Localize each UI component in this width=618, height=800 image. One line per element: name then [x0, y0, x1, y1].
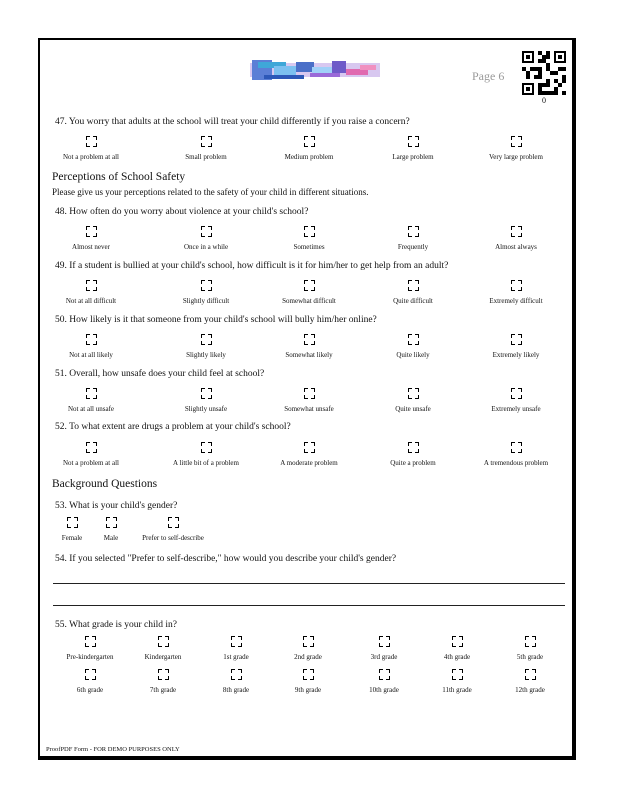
option-label: Almost always [495, 243, 537, 251]
option-label: Very large problem [489, 153, 543, 161]
option-label: Not at all likely [69, 351, 113, 359]
checkbox[interactable] [511, 334, 522, 345]
option-q49-1[interactable] [41, 280, 141, 305]
qr-code-number: 0 [542, 96, 546, 105]
option-q48-2[interactable] [156, 226, 256, 251]
option-q52-2[interactable] [156, 442, 256, 467]
option-label: Not at all difficult [65, 297, 117, 305]
checkbox[interactable] [201, 280, 212, 291]
option-label: Almost never [72, 243, 110, 251]
question-54: 54. If you selected "Prefer to self-describe," how would you describe your child's gender? [55, 554, 397, 564]
option-label: 7th grade [149, 686, 177, 694]
question-52: 52. To what extent are drugs a problem at your child's school? [55, 422, 291, 432]
checkbox[interactable] [86, 226, 97, 237]
checkbox[interactable] [511, 226, 522, 237]
option-q50-3[interactable] [259, 334, 359, 359]
checkbox[interactable] [86, 442, 97, 453]
option-label: Slightly unsafe [184, 405, 228, 413]
checkbox[interactable] [525, 636, 536, 647]
checkbox[interactable] [303, 669, 314, 680]
option-q52-4[interactable] [363, 442, 463, 467]
option-q51-5[interactable] [466, 388, 566, 413]
option-label: Pre-kindergarten [66, 653, 114, 661]
option-q49-3[interactable] [259, 280, 359, 305]
option-q50-1[interactable] [41, 334, 141, 359]
checkbox[interactable] [106, 517, 117, 528]
checkbox[interactable] [201, 136, 212, 147]
option-label: Quite likely [396, 351, 430, 359]
option-label: 9th grade [294, 686, 322, 694]
section-title-school-safety: Perceptions of School Safety [52, 171, 186, 183]
option-q47-1[interactable] [41, 136, 141, 161]
option-q52-3[interactable] [259, 442, 359, 467]
section-title-background: Background Questions [52, 478, 158, 490]
checkbox[interactable] [201, 388, 212, 399]
question-49: 49. If a student is bullied at your child's school, how difficult is it for him/her to get help from an adult? [55, 261, 449, 271]
option-label: Quite difficult [393, 297, 433, 305]
option-label: Prefer to self-describe [142, 534, 204, 542]
option-q51-3[interactable] [259, 388, 359, 413]
answer-line-2[interactable] [53, 605, 565, 606]
option-q49-5[interactable] [466, 280, 566, 305]
checkbox[interactable] [511, 442, 522, 453]
footer-text: ProofPDF Form - FOR DEMO PURPOSES ONLY [46, 746, 180, 753]
checkbox[interactable] [231, 636, 242, 647]
checkbox[interactable] [201, 334, 212, 345]
option-label: Quite a problem [390, 459, 436, 467]
checkbox[interactable] [408, 280, 419, 291]
option-q51-2[interactable] [156, 388, 256, 413]
logo-icon [250, 57, 380, 83]
option-label: Not a problem at all [63, 459, 119, 467]
checkbox[interactable] [201, 442, 212, 453]
option-q47-2[interactable] [156, 136, 256, 161]
checkbox[interactable] [408, 442, 419, 453]
option-q48-4[interactable] [363, 226, 463, 251]
checkbox[interactable] [86, 136, 97, 147]
checkbox[interactable] [408, 136, 419, 147]
option-q50-2[interactable] [156, 334, 256, 359]
option-label: Slightly difficult [182, 297, 230, 305]
answer-line-1[interactable] [53, 583, 565, 584]
option-q55-14[interactable] [480, 669, 580, 694]
checkbox[interactable] [511, 388, 522, 399]
option-q49-4[interactable] [363, 280, 463, 305]
checkbox[interactable] [168, 517, 179, 528]
option-label: 11th grade [442, 686, 472, 694]
checkbox[interactable] [379, 636, 390, 647]
checkbox[interactable] [304, 442, 315, 453]
option-label: Male [103, 534, 119, 542]
option-label: Once in a while [183, 243, 229, 251]
checkbox[interactable] [86, 280, 97, 291]
option-label: Small problem [185, 153, 227, 161]
option-q50-4[interactable] [363, 334, 463, 359]
question-48: 48. How often do you worry about violence at your child's school? [55, 207, 309, 217]
option-q53-3[interactable] [123, 517, 223, 542]
checkbox[interactable] [379, 669, 390, 680]
checkbox[interactable] [525, 669, 536, 680]
option-label: 5th grade [516, 653, 544, 661]
question-51: 51. Overall, how unsafe does your child feel at school? [55, 369, 265, 379]
option-q47-4[interactable] [363, 136, 463, 161]
option-label: 8th grade [222, 686, 250, 694]
option-q48-3[interactable] [259, 226, 359, 251]
option-q51-1[interactable] [41, 388, 141, 413]
checkbox[interactable] [85, 669, 96, 680]
option-label: 3rd grade [370, 653, 398, 661]
option-label: Large problem [392, 153, 434, 161]
checkbox[interactable] [511, 280, 522, 291]
checkbox[interactable] [511, 136, 522, 147]
option-q50-5[interactable] [466, 334, 566, 359]
option-label: 6th grade [76, 686, 104, 694]
qr-code-icon [522, 51, 566, 95]
option-q47-3[interactable] [259, 136, 359, 161]
option-label: 2nd grade [294, 653, 322, 661]
option-label: Not a problem at all [63, 153, 119, 161]
checkbox[interactable] [304, 388, 315, 399]
checkbox[interactable] [408, 388, 419, 399]
checkbox[interactable] [304, 334, 315, 345]
question-50: 50. How likely is it that someone from your child's school will bully him/her online? [55, 315, 377, 325]
section-subtitle: Please give us your perceptions related to the safety of your child in different situations. [52, 187, 369, 197]
option-label: Sometimes [293, 243, 325, 251]
option-label: Extremely difficult [489, 297, 543, 305]
page-number: Page 6 [472, 69, 505, 83]
option-label: A little bit of a problem [173, 459, 239, 467]
checkbox[interactable] [452, 669, 463, 680]
option-label: 1st grade [223, 653, 249, 661]
form-page [38, 38, 576, 760]
option-q47-5[interactable] [466, 136, 566, 161]
option-label: Somewhat likely [285, 351, 333, 359]
question-55: 55. What grade is your child in? [55, 620, 177, 630]
option-q52-1[interactable] [41, 442, 141, 467]
checkbox[interactable] [408, 334, 419, 345]
option-q48-1[interactable] [41, 226, 141, 251]
checkbox[interactable] [452, 636, 463, 647]
option-q49-2[interactable] [156, 280, 256, 305]
option-q51-4[interactable] [363, 388, 463, 413]
checkbox[interactable] [86, 334, 97, 345]
option-label: Extremely unsafe [491, 405, 541, 413]
checkbox[interactable] [85, 636, 96, 647]
checkbox[interactable] [408, 226, 419, 237]
option-label: Frequently [397, 243, 429, 251]
option-label: Somewhat difficult [282, 297, 336, 305]
option-label: Slightly likely [186, 351, 226, 359]
checkbox[interactable] [304, 280, 315, 291]
option-label: 10th grade [369, 686, 399, 694]
option-label: 4th grade [443, 653, 471, 661]
checkbox[interactable] [86, 388, 97, 399]
option-label: Not at all unsafe [67, 405, 115, 413]
question-53: 53. What is your child's gender? [55, 501, 178, 511]
checkbox[interactable] [304, 226, 315, 237]
checkbox[interactable] [304, 136, 315, 147]
checkbox[interactable] [303, 636, 314, 647]
option-label: Kindergarten [144, 653, 182, 661]
option-label: Quite unsafe [395, 405, 431, 413]
option-label: Somewhat unsafe [284, 405, 334, 413]
option-label: A tremendous problem [483, 459, 549, 467]
option-q55-7[interactable] [480, 636, 580, 661]
option-label: Medium problem [284, 153, 334, 161]
checkbox[interactable] [158, 669, 169, 680]
question-47: 47. You worry that adults at the school will treat your child differently if you raise a concern? [55, 117, 410, 127]
checkbox[interactable] [231, 669, 242, 680]
option-label: Extremely likely [492, 351, 540, 359]
checkbox[interactable] [158, 636, 169, 647]
option-label: A moderate problem [280, 459, 338, 467]
option-label: 12th grade [515, 686, 545, 694]
option-label: Female [61, 534, 83, 542]
checkbox[interactable] [201, 226, 212, 237]
option-q52-5[interactable] [466, 442, 566, 467]
option-q48-5[interactable] [466, 226, 566, 251]
